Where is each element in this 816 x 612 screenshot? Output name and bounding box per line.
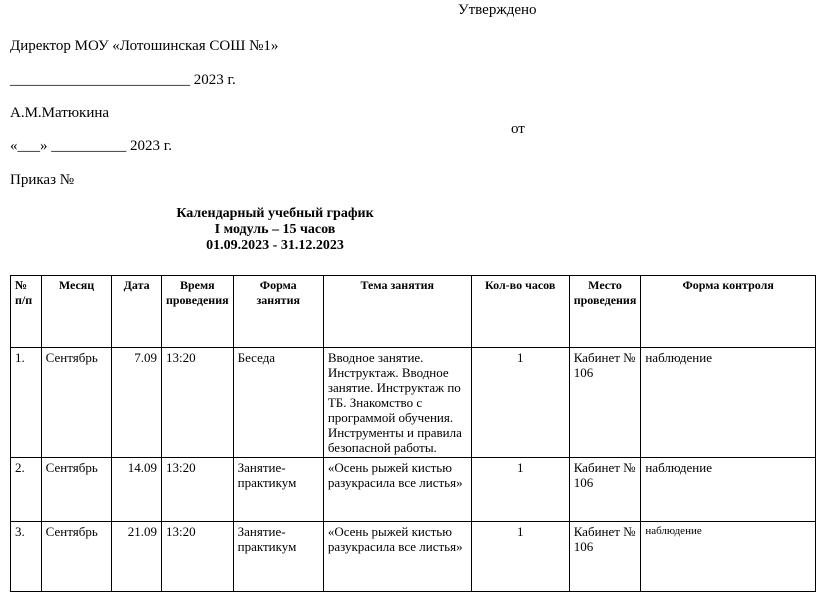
cell-control: наблюдение bbox=[641, 522, 816, 592]
header-form: Форма занятия bbox=[233, 276, 323, 348]
cell-time: 13:20 bbox=[161, 522, 233, 592]
cell-num: 3. bbox=[11, 522, 42, 592]
cell-num: 2. bbox=[11, 458, 42, 522]
schedule-table bbox=[10, 275, 816, 592]
approved-label: Утверждено bbox=[458, 2, 537, 18]
cell-place: Кабинет № 106 bbox=[569, 348, 641, 458]
cell-date: 21.09 bbox=[112, 522, 162, 592]
header-hours: Кол-во часов bbox=[471, 276, 569, 348]
cell-time: 13:20 bbox=[161, 458, 233, 522]
cell-form: Занятие-практикум bbox=[233, 522, 323, 592]
header-control: Форма контроля bbox=[641, 276, 816, 348]
cell-hours: 1 bbox=[471, 458, 569, 522]
title-line-3: 01.09.2023 - 31.12.2023 bbox=[206, 238, 344, 253]
header-month: Месяц bbox=[41, 276, 112, 348]
table-row bbox=[11, 522, 816, 592]
document-title bbox=[170, 206, 380, 254]
cell-month: Сентябрь bbox=[41, 348, 112, 458]
cell-topic: «Осень рыжей кистью разукрасила все листья» bbox=[323, 522, 471, 592]
cell-topic: «Осень рыжей кистью разукрасила все листья» bbox=[323, 458, 471, 522]
cell-topic: Вводное занятие. Инструктаж. Вводное занятие. Инструктаж по ТБ. Знакомство с программой обучения. Инструменты и правила безопасной работы. bbox=[323, 348, 471, 458]
order-label: Приказ № bbox=[10, 172, 75, 188]
director-line: Директор МОУ «Лотошинская СОШ №1» bbox=[10, 38, 279, 54]
cell-hours: 1 bbox=[471, 348, 569, 458]
header-num: № п/п bbox=[11, 276, 42, 348]
signature-line: ________________________ 2023 г. bbox=[10, 72, 236, 88]
cell-form: Беседа bbox=[233, 348, 323, 458]
cell-control: наблюдение bbox=[641, 348, 816, 458]
cell-month: Сентябрь bbox=[41, 522, 112, 592]
cell-hours: 1 bbox=[471, 522, 569, 592]
cell-place: Кабинет № 106 bbox=[569, 522, 641, 592]
header-topic: Тема занятия bbox=[323, 276, 471, 348]
table-header-row bbox=[11, 276, 816, 348]
cell-form: Занятие-практикум bbox=[233, 458, 323, 522]
header-date: Дата bbox=[112, 276, 162, 348]
table-row bbox=[11, 458, 816, 522]
title-line-1: Календарный учебный график bbox=[176, 206, 374, 221]
cell-month: Сентябрь bbox=[41, 458, 112, 522]
header-time: Время проведения bbox=[161, 276, 233, 348]
cell-place: Кабинет № 106 bbox=[569, 458, 641, 522]
date-line: «___» __________ 2023 г. bbox=[10, 138, 172, 154]
director-name: А.М.Матюкина bbox=[10, 105, 110, 121]
cell-date: 7.09 bbox=[112, 348, 162, 458]
cell-date: 14.09 bbox=[112, 458, 162, 522]
header-place: Место проведения bbox=[569, 276, 641, 348]
table-row bbox=[11, 348, 816, 458]
cell-time: 13:20 bbox=[161, 348, 233, 458]
from-label: от bbox=[511, 121, 525, 137]
title-line-2: I модуль – 15 часов bbox=[214, 222, 336, 237]
cell-num: 1. bbox=[11, 348, 42, 458]
cell-control: наблюдение bbox=[641, 458, 816, 522]
